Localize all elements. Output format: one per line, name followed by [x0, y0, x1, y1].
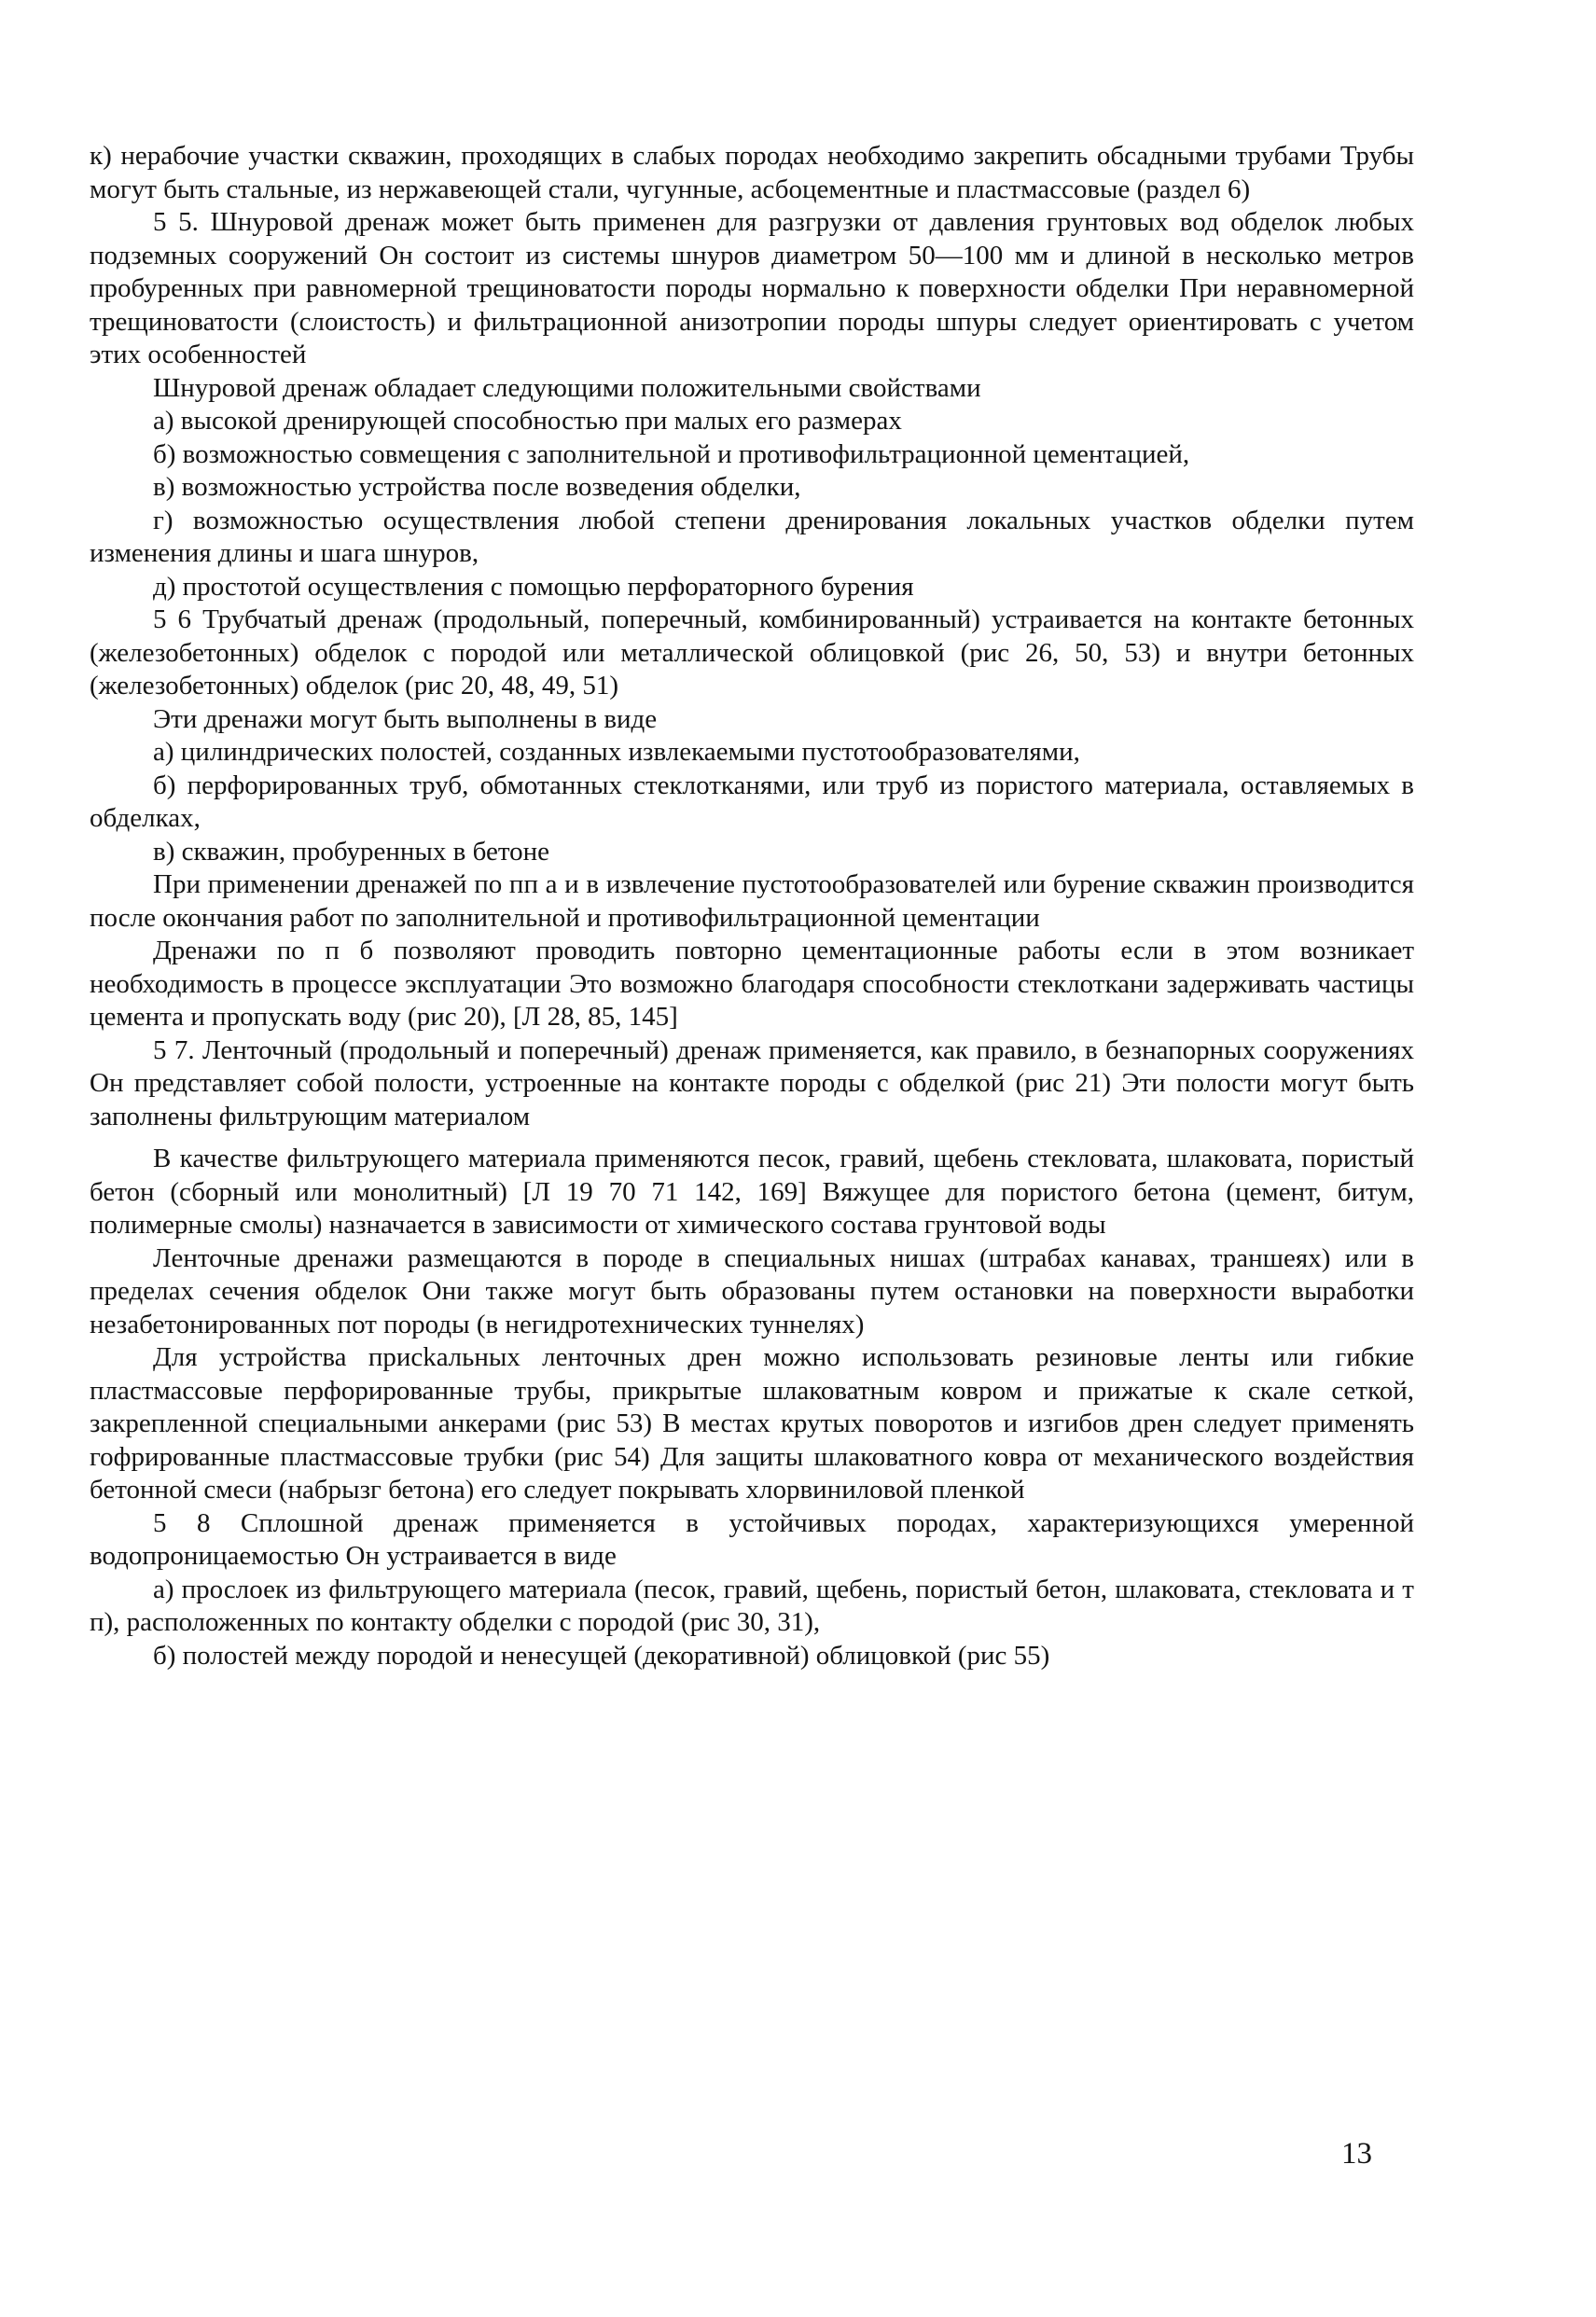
document-body — [90, 140, 1414, 1672]
list-item-b-2: б) перфорированных труб, обмотанных стеклотканями, или труб из пористого материала, оставляемых в обделках, — [90, 770, 1414, 833]
paragraph-repeat-cementation: Дренажи по п б позволяют проводить повторно цементационные работы если в этом возникает необходимость в процессе эксплуатации Это возможно благодаря способности стеклоткани задерживать частицы цемента и пропускать воду (рис 20), [Л 28, 85, 145] — [90, 936, 1414, 1032]
list-item-b: б) возможностью совмещения с заполнительной и противофильтрационной цементацией, — [153, 438, 1190, 469]
paragraph-5-7: 5 7. Ленточный (продольный и поперечный) дренаж применяется, как правило, в безнапорных сооружениях Он представляет собой полости, устроенные на контакте породы с обделкой (рис 21) Эти полости могут быть заполнены фильтрующим материалом — [90, 1034, 1414, 1131]
list-item-v: в) возможностью устройства после возведения обделки, — [153, 472, 801, 502]
paragraph-5-8: 5 8 Сплошной дренаж применяется в устойчивых породах, характеризующихся умеренной водопроницаемостью Он устраивается в виде — [90, 1507, 1414, 1571]
paragraph-5-6: 5 6 Трубчатый дренаж (продольный, поперечный, комбинированный) устраивается на контакте бетонных (железобетонных) обделок с породой или металлической облицовкой (рис 26, 50, 53) и внутри бетонных (железобетонных) обделок (рис 20, 48, 49, 51) — [90, 604, 1414, 701]
paragraph-strip-placement: Ленточные дренажи размещаются в породе в специальных нишах (штрабах канавах, траншеях) или в пределах сечения обделок Они также могут быть образованы путем остановки на поверхности выработки незабетонированных пот породы (в негидротехнических туннелях) — [90, 1242, 1414, 1339]
paragraph-properties-intro: Шнуровой дренаж обладает следующими положительными свойствами — [153, 372, 981, 403]
paragraph-5-5: 5 5. Шнуровой дренаж может быть применен для разгрузки от давления грунтовых вод обделок любых подземных сооружений Он состоит из системы шнуров диаметром 50—100 мм и длиной в несколько метров пробуренных при равномерной трещиноватости породы нормально к поверхности обделки При неравномерной трещиноватости (слоистость) и фильтрационной анизотропии породы шпуры следует ориентировать с учетом этих особенностей — [90, 207, 1414, 369]
list-item-a-3: а) прослоек из фильтрующего материала (песок, гравий, щебень, пористый бетон, шлаковата, стекловата и т п), расположенных по контакту обделки с породой (рис 30, 31), — [90, 1574, 1414, 1637]
paragraph-forms-intro: Эти дренажи могут быть выполнены в виде — [153, 703, 658, 734]
list-item-a: а) высокой дренирующей способностью при малых его размерах — [153, 406, 902, 436]
paragraph-filter-material: В качестве фильтрующего материала применяются песок, гравий, щебень стекловата, шлаковата, пористый бетон (сборный или монолитный) [Л 19 70 71 142, 169] Вяжущее для пористого бетона (цемент, битум, полимерные смолы) назначается в зависимости от химического состава грунтовой воды — [90, 1144, 1414, 1240]
page-number: 13 — [1341, 2137, 1372, 2171]
list-item-v-2: в) скважин, пробуренных в бетоне — [153, 836, 550, 867]
list-item-d: д) простотой осуществления с помощью перфораторного бурения — [153, 571, 914, 602]
list-item-b-3: б) полостей между породой и ненесущей (декоративной) облицовкой (рис 55) — [153, 1640, 1050, 1671]
list-item-g: г) возможностью осуществления любой степени дренирования локальных участков обделки путем изменения длины и шага шнуров, — [90, 505, 1414, 568]
paragraph-strip-devices: Для устройства присkaльных ленточных дрен можно использовать резиновые ленты или гибкие пластмассовые перфорированные трубы, прикрытые шлаковатным ковром и прижатые к скале сеткой, закрепленной специальными анкерами (рис 53) В местах крутых поворотов и изгибов дрен следует применять гофрированные пластмассовые трубки (рис 54) Для защиты шлаковатного ковра от механического воздействия бетонной смеси (набрызг бетона) его следует покрывать хлорвиниловой пленкой — [90, 1342, 1414, 1505]
paragraph-extraction: При применении дренажей по пп а и в извлечение пустотообразователей или бурение скважин производится после окончания работ по заполнительной и противофильтрационной цементации — [90, 869, 1414, 933]
paragraph-k: к) нерабочие участки скважин, проходящих в слабых породах необходимо закрепить обсадными трубами Трубы могут быть стальные, из нержавеющей стали, чугунные, асбоцементные и пластмассовые (раздел 6) — [90, 141, 1414, 204]
list-item-a-2: а) цилиндрических полостей, созданных извлекаемыми пустотообразователями, — [153, 737, 1080, 767]
